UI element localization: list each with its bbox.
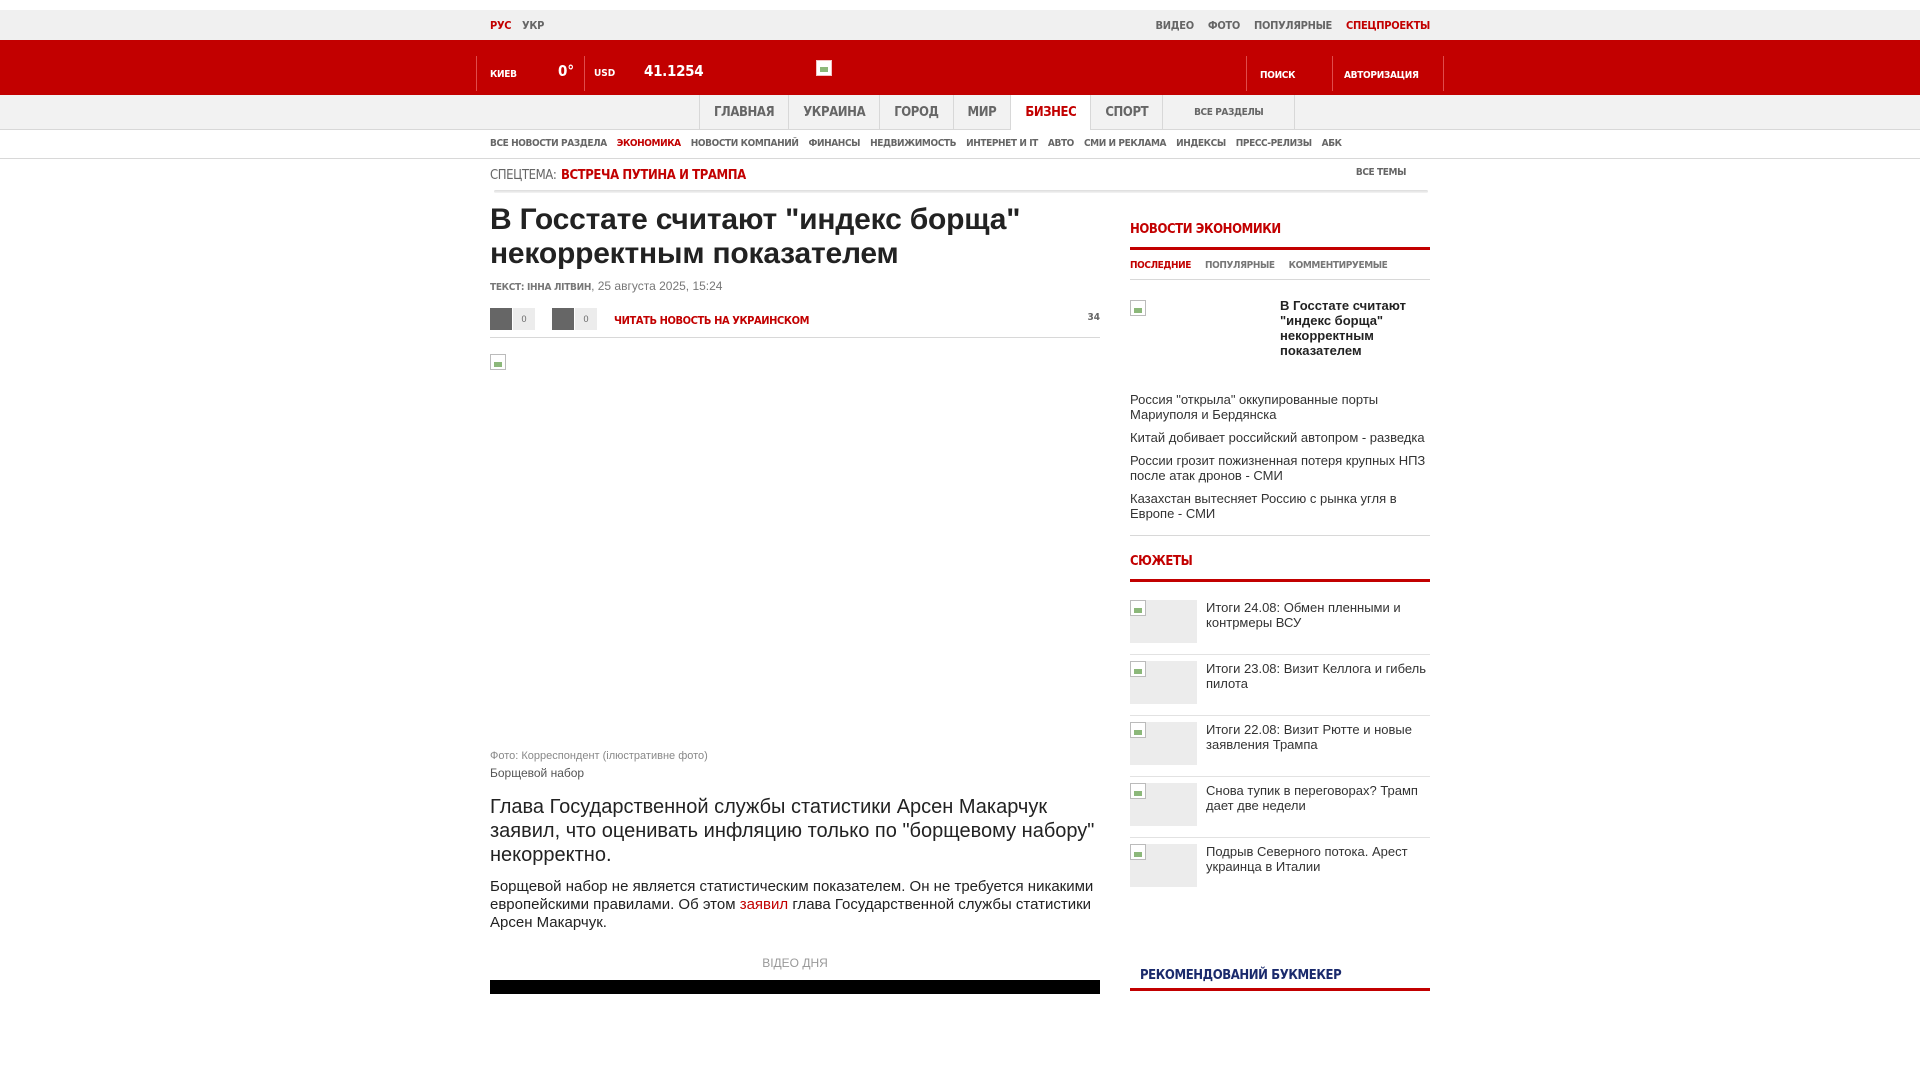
share-twitter[interactable] (552, 308, 597, 330)
article-title: В Госстате считают "индекс борща" некорректным показателем (490, 203, 1021, 270)
bookmaker-heading[interactable]: РЕКОМЕНДОВАНИЙ БУКМЕКЕР (1140, 968, 1342, 983)
body-text: глава Государственной службы статистики Арсен Макарчук. (490, 896, 1092, 931)
article-toolbar (490, 308, 1100, 338)
article (490, 203, 1100, 994)
photo-link[interactable]: ФОТО (1207, 19, 1240, 32)
header-divider (584, 56, 585, 91)
weather-city[interactable]: КИЕВ (490, 69, 517, 80)
nav-ukraine[interactable]: УКРАИНА (788, 95, 879, 130)
broken-image-icon (1130, 300, 1146, 316)
tab-popular[interactable]: ПОПУЛЯРНЫЕ (1205, 260, 1275, 271)
story-item[interactable] (1130, 838, 1430, 899)
story-item[interactable] (1130, 655, 1430, 716)
list-item[interactable]: России грозит пожизненная потеря крупных НПЗ после атак дронов - СМИ (1130, 453, 1426, 483)
subnav-media[interactable]: СМИ И РЕКЛАМА (1083, 138, 1167, 149)
photo-credit: Фото: Корреспондент (ілюстративне фото) (490, 750, 708, 762)
subnav-all-news[interactable]: ВСЕ НОВОСТИ РАЗДЕЛА (490, 138, 607, 149)
facebook-icon[interactable] (490, 308, 512, 330)
header (0, 40, 1920, 95)
tab-commented[interactable]: КОММЕНТИРУЕМЫЕ (1288, 260, 1388, 271)
nav-all-sections[interactable]: ВСЕ РАЗДЕЛЫ (1162, 95, 1295, 130)
article-lead: Глава Государственной службы статистики Арсен Макарчук заявил, что оценивать инфляцию только по "борщевому набору" некорректно. (490, 796, 1095, 866)
weather-temperature: 0° (558, 62, 575, 80)
special-topic-divider (494, 190, 1428, 193)
main-nav (0, 95, 1920, 130)
broken-image-icon (1130, 844, 1146, 860)
header-divider (1443, 56, 1444, 91)
broken-image-icon (1130, 783, 1146, 799)
tabs-divider (1130, 279, 1430, 280)
nav-business[interactable]: БИЗНЕС (1010, 95, 1090, 130)
share-count: 0 (513, 308, 535, 330)
subnav-finance[interactable]: ФИНАНСЫ (808, 138, 861, 149)
story-thumbnail[interactable] (1130, 600, 1197, 643)
article-body (490, 878, 1100, 932)
video-of-day-label: ВІДЕО ДНЯ (762, 956, 828, 970)
story-title[interactable]: Снова тупик в переговорах? Трамп дает две недели (1206, 783, 1418, 813)
subnav-indexes[interactable]: ИНДЕКСЫ (1176, 138, 1226, 149)
lang-ua-link[interactable]: УКР (522, 19, 545, 32)
header-divider (1246, 56, 1247, 91)
subnav-company-news[interactable]: НОВОСТИ КОМПАНИЙ (690, 138, 799, 149)
special-projects-link[interactable]: СПЕЦПРОЕКТЫ (1346, 19, 1430, 32)
source-link[interactable]: заявил (739, 896, 789, 913)
nav-main[interactable]: ГЛАВНАЯ (699, 95, 788, 130)
story-thumbnail[interactable] (1130, 661, 1197, 704)
comments-count[interactable]: 34 (1087, 312, 1100, 323)
lang-ru-link[interactable]: РУС (490, 19, 512, 32)
all-topics-link[interactable]: ВСЕ ТЕМЫ (1355, 167, 1406, 178)
economy-news-heading[interactable]: НОВОСТИ ЭКОНОМИКИ (1130, 222, 1430, 250)
subnav-internet-it[interactable]: ИНТЕРНЕТ И IT (966, 138, 1038, 149)
featured-news-title[interactable]: В Госстате считают "индекс борща" некорректным показателем (1280, 298, 1406, 358)
section-divider (1130, 535, 1430, 536)
article-main-image (490, 354, 1100, 744)
broken-image-icon (1130, 600, 1146, 616)
header-divider (1332, 56, 1333, 91)
stories-list (1130, 594, 1430, 899)
special-topic-bar (490, 164, 1430, 192)
nav-city[interactable]: ГОРОД (879, 95, 952, 130)
top-strip (0, 10, 1920, 40)
list-item[interactable]: Китай добивает российский автопром - разведка (1130, 430, 1425, 445)
story-thumbnail[interactable] (1130, 844, 1197, 887)
tab-latest[interactable]: ПОСЛЕДНИЕ (1130, 260, 1192, 271)
article-date: 25 августа 2025, 15:24 (597, 279, 723, 293)
story-title[interactable]: Итоги 23.08: Визит Келлога и гибель пилота (1206, 661, 1427, 691)
subnav-economy[interactable]: ЭКОНОМИКА (616, 138, 681, 149)
body-text: Борщевой набор не является статистическим показателем. Он не требуется никакими европейскими правилами. Об этом (490, 878, 1094, 913)
story-title[interactable]: Подрыв Северного потока. Арест украинца в Италии (1206, 844, 1408, 874)
broken-image-icon (1130, 722, 1146, 738)
search-link[interactable]: ПОИСК (1260, 70, 1296, 81)
subnav-auto[interactable]: АВТО (1047, 138, 1074, 149)
read-in-ukrainian-link[interactable]: ЧИТАТЬ НОВОСТЬ НА УКРАИНСКОМ (614, 314, 810, 327)
photo-caption: Борщевой набор (490, 766, 585, 780)
broken-image-icon (490, 354, 506, 370)
broken-image-icon (1130, 661, 1146, 677)
story-thumbnail[interactable] (1130, 722, 1197, 765)
special-topic-label: СПЕЦТЕМА: (490, 168, 557, 183)
site-logo-image[interactable] (816, 60, 832, 76)
story-item[interactable] (1130, 594, 1430, 655)
news-tabs (1130, 260, 1430, 271)
popular-link[interactable]: ПОПУЛЯРНЫЕ (1254, 19, 1332, 32)
share-facebook[interactable] (490, 308, 535, 330)
featured-news[interactable] (1130, 290, 1430, 392)
story-title[interactable]: Итоги 24.08: Обмен пленными и контрмеры ВСУ (1206, 600, 1401, 630)
nav-sport[interactable]: СПОРТ (1090, 95, 1162, 130)
stories-heading[interactable]: СЮЖЕТЫ (1130, 554, 1430, 582)
sub-nav (0, 130, 1920, 159)
twitter-icon[interactable] (552, 308, 574, 330)
subnav-abk[interactable]: АБК (1321, 138, 1342, 149)
auth-link[interactable]: АВТОРИЗАЦИЯ (1344, 70, 1419, 81)
video-link[interactable]: ВИДЕО (1155, 19, 1194, 32)
currency-rate: 41.1254 (644, 62, 704, 80)
top-links (1156, 19, 1431, 32)
nav-world[interactable]: МИР (953, 95, 1011, 130)
list-item[interactable]: Казахстан вытесняет Россию с рынка угля в Европе - СМИ (1130, 491, 1397, 521)
header-divider (476, 56, 477, 91)
subnav-realty[interactable]: НЕДВИЖИМОСТЬ (870, 138, 957, 149)
share-count: 0 (575, 308, 597, 330)
byline-comma: , (591, 279, 598, 293)
news-list (1130, 392, 1430, 521)
subnav-press-releases[interactable]: ПРЕСС-РЕЛИЗЫ (1235, 138, 1312, 149)
story-item[interactable] (1130, 716, 1430, 777)
article-author[interactable]: ТЕКСТ: ІННА ЛІТВИН (490, 282, 592, 293)
bookmaker-block (1130, 966, 1430, 991)
story-thumbnail[interactable] (1130, 783, 1197, 826)
list-item[interactable]: Россия "открыла" оккупированные порты Мариуполя и Бердянска (1130, 392, 1379, 422)
sidebar (1130, 222, 1430, 899)
currency-code[interactable]: USD (594, 68, 616, 79)
article-byline (490, 279, 1100, 293)
video-player[interactable] (490, 980, 1100, 994)
special-topic-link[interactable]: ВСТРЕЧА ПУТИНА И ТРАМПА (560, 168, 746, 183)
story-item[interactable] (1130, 777, 1430, 838)
story-title[interactable]: Итоги 22.08: Визит Рютте и новые заявления Трампа (1206, 722, 1412, 752)
